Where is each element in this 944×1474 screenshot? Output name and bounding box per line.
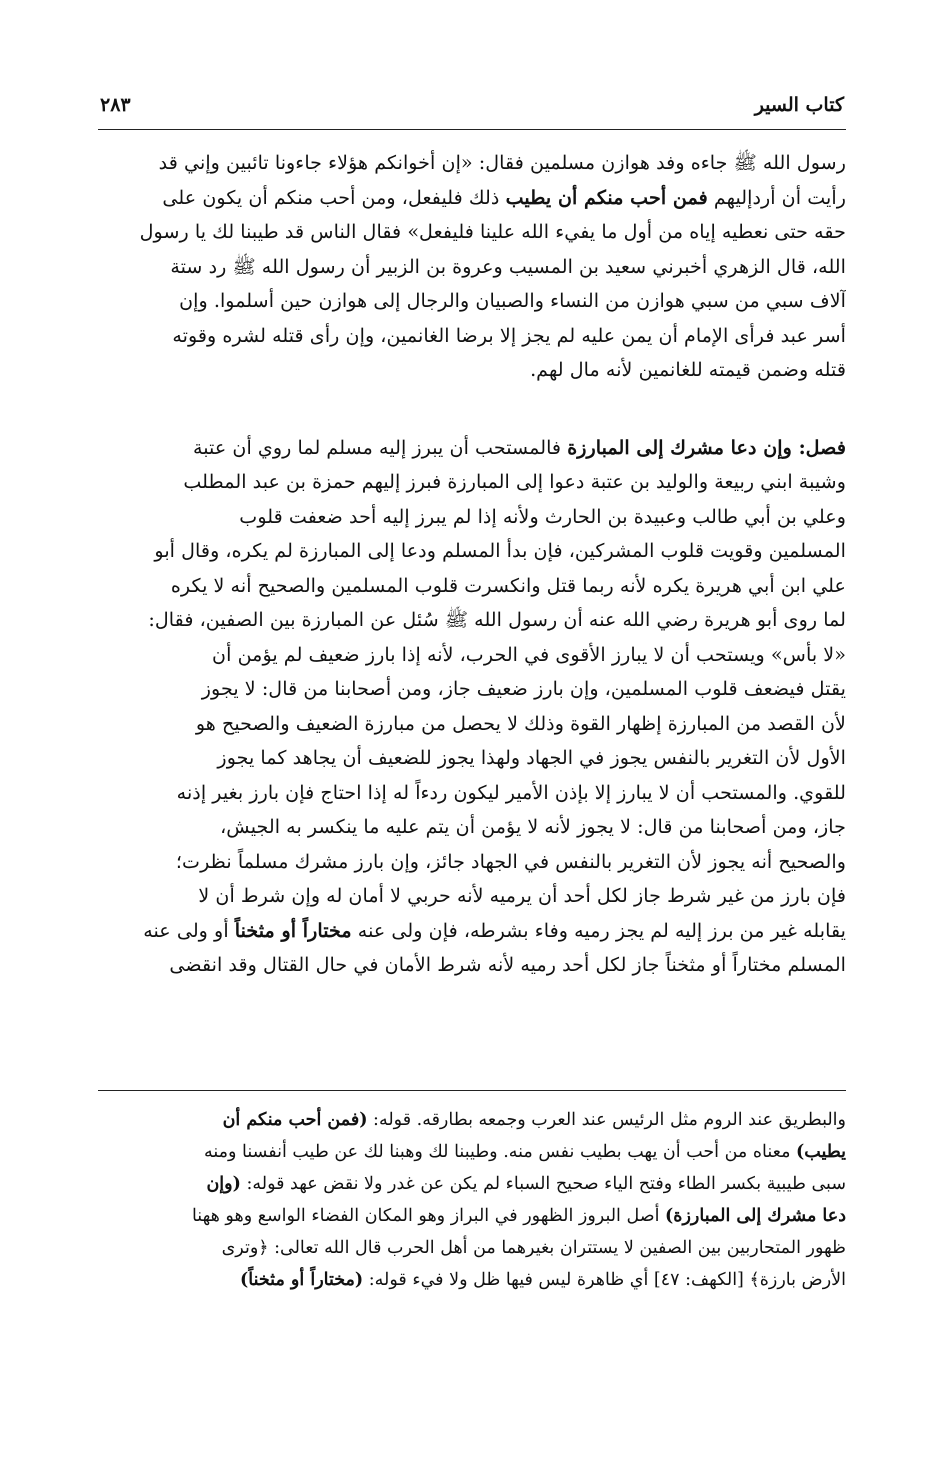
text-line: وشيبة ابني ربيعة والوليد بن عتبة دعوا إلى المبارزة فبرز إليهم حمزة بن عبد المطلب <box>183 470 846 493</box>
text-segment: رأيت أن أردإليهم <box>707 185 846 209</box>
text-segment: أصل البروز الظهور في البراز وهو المكان الفضاء الواسع وهو ههنا <box>191 1206 666 1226</box>
text-line: حقه حتى نعطيه إياه من أول ما يفيء الله علينا فليفعل» فقال الناس قد طيبنا لك يا رسول <box>139 220 846 243</box>
footnote-line <box>98 1264 846 1296</box>
paragraph-gap <box>98 388 846 431</box>
bold-phrase: (وإن <box>206 1174 241 1194</box>
footnote-line <box>98 1168 846 1200</box>
text-line: المسلمين وقويت قلوب المشركين، فإن بدأ المسلم ودعا إلى المبارزة لم يكره، وقال أبو <box>154 539 846 562</box>
text-line: علي ابن أبي هريرة يكره لأنه ربما قتل وانكسرت قلوب المسلمين والصحيح أنه لا يكره <box>170 573 846 597</box>
text-line: أسر عبد فرأى الإمام أن يمن عليه لم يجز إلا برضا الغانمين، وإن رأى قتله لشره وقوته <box>172 323 846 347</box>
text-segment: ذلك فليفعل، ومن أحب منكم أن يكون على <box>162 185 506 209</box>
text-segment: أو ولى عنه <box>143 918 235 942</box>
footnotes <box>98 1104 846 1296</box>
text-segment: الأرض بارزة﴾ [الكهف: ٤٧] أي ظاهرة ليس فيها ظل ولا فيء قوله: <box>363 1270 846 1290</box>
text-line: فإن بارز من غير شرط جاز لكل أحد أن يرميه لأنه حربي لا أمان له وإن شرط أن لا <box>198 884 846 907</box>
section-heading: فصل: وإن دعا مشرك إلى المبارزة <box>567 435 846 459</box>
footnote-divider <box>98 1090 846 1091</box>
text-line: لما روى أبو هريرة رضي الله عنه أن رسول الله ﷺ سُئل عن المبارزة بين الصفين، فقال: <box>148 608 846 631</box>
text-segment: يقابله غير من برز إليه لم يجز رميه وفاء بشرطه، فإن ولى عنه <box>351 918 846 942</box>
bold-phrase: مختاراً أو مثخناً <box>234 918 352 942</box>
bold-phrase: فمن أحب منكم أن يطيب <box>505 185 708 209</box>
chapter-title: كتاب السير <box>754 94 844 116</box>
bold-phrase: يطيب) <box>796 1142 846 1162</box>
text-line: للقوي. والمستحب أن لا يبارز إلا بإذن الأمير ليكون ردءاً له إذا احتاج فإن بارز بغير إذنه <box>176 780 846 804</box>
text-segment: والبطريق عند الروم مثل الرئيس عند العرب وجمعه بطارقه. قوله: <box>367 1110 846 1130</box>
text-line <box>98 181 846 216</box>
bold-phrase: (فمن أحب منكم أن <box>222 1110 368 1130</box>
page-number: ٢٨٣ <box>100 94 131 116</box>
text-line: جاز، ومن أصحابنا من قال: لا يجوز لأنه لا يؤمن أن يتم عليه ما ينكسر به الجيش، <box>220 815 846 838</box>
footnote-line: ظهور المتحاربين بين الصفين لا يستتران بغيرهما من أهل الحرب قال الله تعالى: ﴿وترى <box>221 1238 846 1258</box>
text-segment: فالمستحب أن يبرز إليه مسلم لما روي أن عتبة <box>192 435 568 459</box>
section-heading-line <box>98 431 846 466</box>
text-line <box>98 914 846 949</box>
text-segment: سبى طيبية بكسر الطاء وفتح الياء صحيح السباء لم يكن عن غدر ولا نقض عهد قوله: <box>240 1174 846 1194</box>
text-line: رسول الله ﷺ جاءه وفد هوازن مسلمين فقال: «إن أخوانكم هؤلاء جاءونا تائبين وإني قد <box>158 151 846 174</box>
page-header <box>100 94 844 116</box>
footnote-line <box>98 1104 846 1136</box>
header-divider <box>98 129 846 130</box>
text-line: «لا بأس» ويستحب أن لا يبارز الأقوى في الحرب، لأنه إذا بارز ضعيف لم يؤمن أن <box>212 642 846 666</box>
footnote-line <box>98 1136 846 1168</box>
bold-phrase: (مختاراً أو مثخناً) <box>239 1270 364 1290</box>
text-line: لأن القصد من المبارزة إظهار القوة وذلك لا يحصل من مبارزة الضعيف والصحيح هو <box>195 711 846 735</box>
footnote-line <box>98 1200 846 1232</box>
text-line: قتله وضمن قيمته للغانمين لأنه مال لهم. <box>530 358 846 381</box>
text-line: المسلم مختاراً أو مثخناً جاز لكل أحد رميه لأنه شرط الأمان في حال القتال وقد انقضى <box>169 953 846 976</box>
text-line: الله، قال الزهري أخبرني سعيد بن المسيب وعروة بن الزبير أن رسول الله ﷺ رد ستة <box>170 254 846 278</box>
text-line: والصحيح أنه يجوز لأن التغرير بالنفس في الجهاد جائز، وإن بارز مشرك مسلماً نظرت؛ <box>175 849 846 873</box>
text-line: يقتل فيضعف قلوب المسلمين، وإن بارز ضعيف جاز، ومن أصحابنا من قال: لا يجوز <box>201 677 846 700</box>
text-line: الأول لأن التغرير بالنفس يجوز في الجهاد ولهذا يجوز للضعيف أن يجاهد كما يجوز <box>217 746 846 769</box>
text-line: آلاف سبي من سبي هوازن من النساء والصبيان والرجال إلى هوازن حين أسلموا. وإن <box>179 289 846 312</box>
text-line: وعلي بن أبي طالب وعبيدة بن الحارث ولأنه إذا لم يبرز إليه أحد ضعفت قلوب <box>239 504 846 528</box>
main-text <box>98 146 846 983</box>
bold-phrase: دعا مشرك إلى المبارزة) <box>665 1206 846 1226</box>
text-segment: معناه من أحب أن يهب بطيب نفس منه. وطيبنا لك وهبنا لك عن طيب أنفسنا ومنه <box>203 1142 797 1162</box>
